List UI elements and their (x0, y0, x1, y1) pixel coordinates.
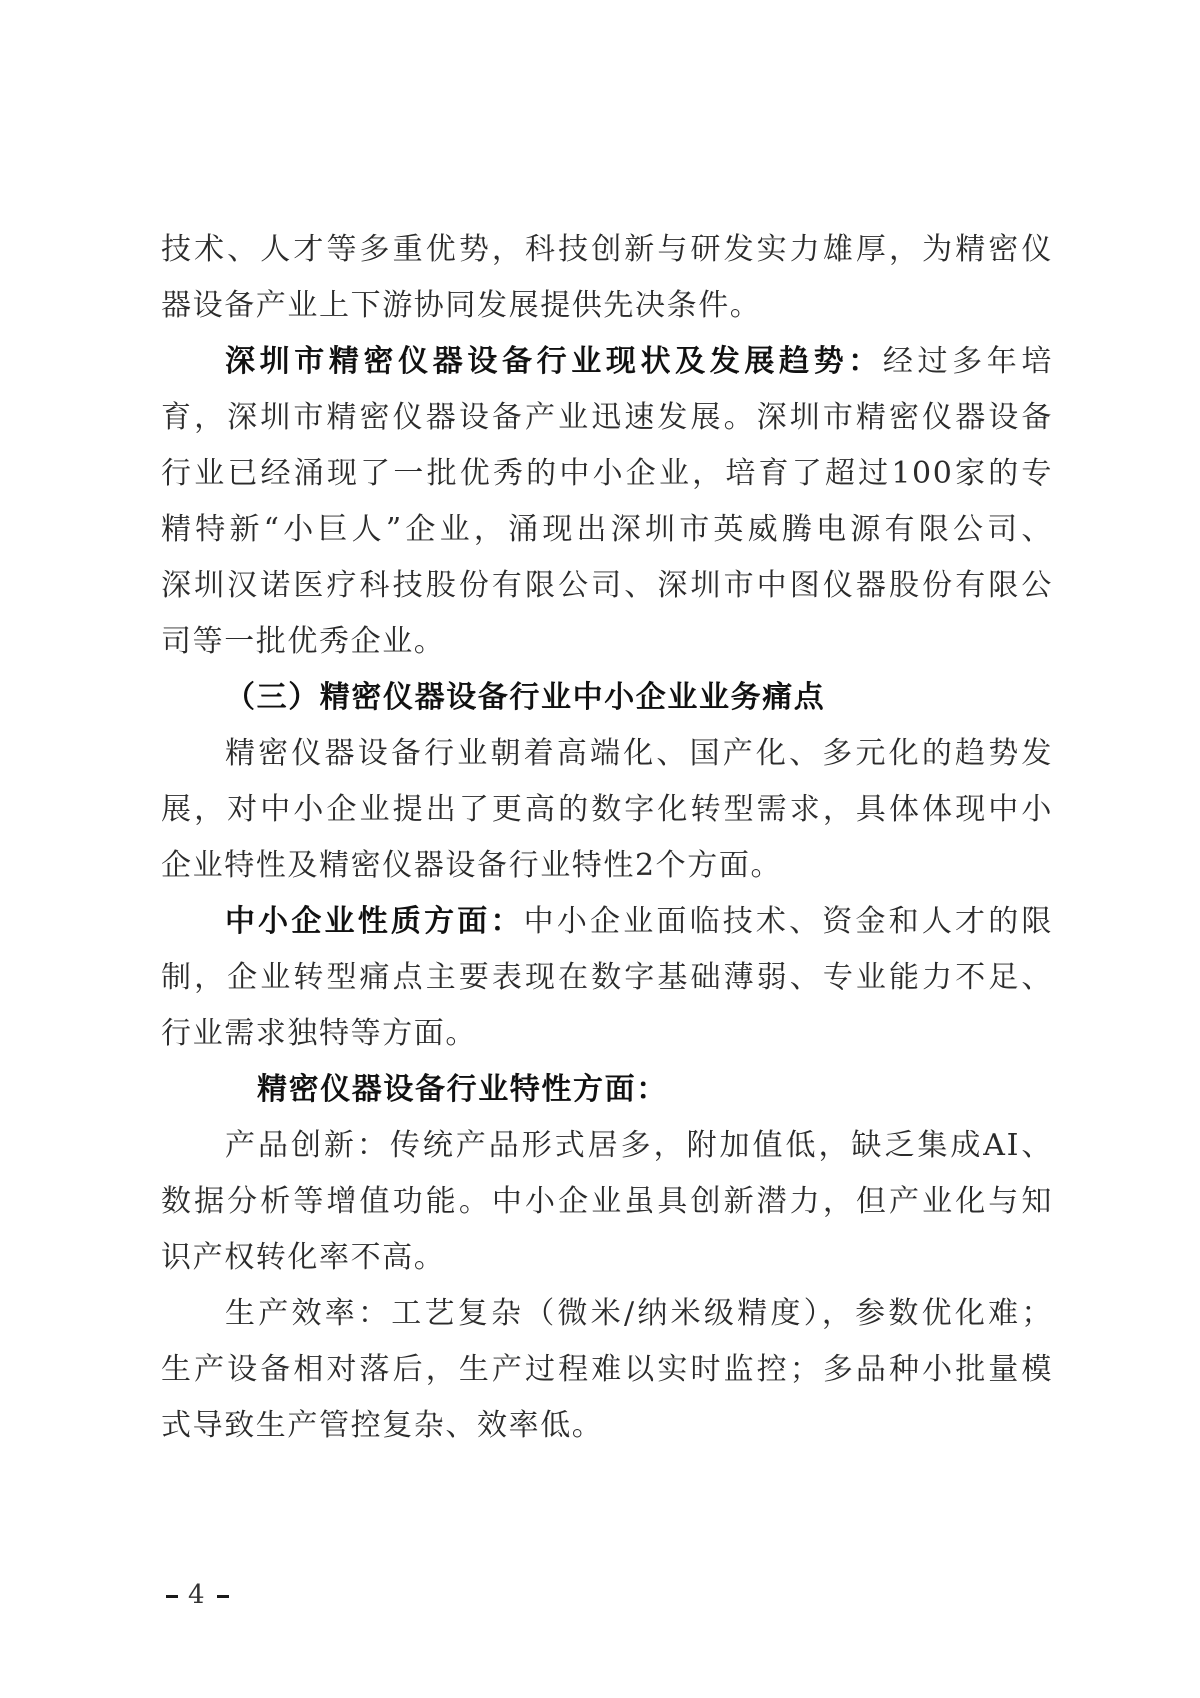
paragraph-text: 经过多年培 (882, 344, 1053, 379)
paragraph-line: 技术、人才等多重优势，科技创新与研发实力雄厚，为精密仪 (161, 232, 1053, 267)
paragraph-line: 器设备产业上下游协同发展提供先决条件。 (161, 288, 762, 323)
dash-right (217, 1595, 229, 1598)
paragraph-line (161, 334, 1053, 390)
paragraph-line: 精密仪器设备行业朝着高端化、国产化、多元化的趋势发 (225, 736, 1053, 771)
paragraph-line: 数据分析等增值功能。中小企业虽具创新潜力，但产业化与知 (161, 1184, 1053, 1219)
page-number (156, 1580, 239, 1610)
bold-lead-text: 深圳市精密仪器设备行业现状及发展趋势： (225, 344, 883, 379)
paragraph-line (161, 894, 1053, 950)
paragraph-line: 企业特性及精密仪器设备行业特性2个方面。 (161, 848, 783, 883)
paragraph-line: 行业已经涌现了一批优秀的中小企业，培育了超过100家的专 (161, 456, 1053, 491)
page-number-value: 4 (188, 1580, 207, 1610)
paragraph-line: 育，深圳市精密仪器设备产业迅速发展。深圳市精密仪器设备 (161, 400, 1053, 435)
paragraph-line: 生产设备相对落后，生产过程难以实时监控；多品种小批量模 (161, 1352, 1053, 1387)
paragraph-line: 生产效率：工艺复杂（微米/纳米级精度），参数优化难； (225, 1296, 1053, 1331)
paragraph-line: 识产权转化率不高。 (161, 1240, 446, 1275)
paragraph-line: 司等一批优秀企业。 (161, 624, 446, 659)
paragraph-line: 深圳汉诺医疗科技股份有限公司、深圳市中图仪器股份有限公 (161, 568, 1053, 603)
paragraph-line: 式导致生产管控复杂、效率低。 (161, 1408, 604, 1443)
paragraph-line: 展，对中小企业提出了更高的数字化转型需求，具体体现中小 (161, 792, 1053, 827)
section-heading: （三）精密仪器设备行业中小企业业务痛点 (225, 680, 826, 715)
paragraph-line: 产品创新：传统产品形式居多，附加值低，缺乏集成AI、 (225, 1128, 1053, 1163)
paragraph-line: 精特新“小巨人”企业，涌现出深圳市英威腾电源有限公司、 (161, 512, 1053, 547)
document-body (161, 222, 1053, 1454)
dash-left (166, 1595, 178, 1598)
sub-heading: 精密仪器设备行业特性方面： (257, 1072, 668, 1107)
bold-lead-text: 中小企业性质方面： (225, 904, 524, 939)
paragraph-line: 行业需求独特等方面。 (161, 1016, 477, 1051)
paragraph-line: 制，企业转型痛点主要表现在数字基础薄弱、专业能力不足、 (161, 960, 1053, 995)
paragraph-text: 中小企业面临技术、资金和人才的限 (523, 904, 1053, 939)
